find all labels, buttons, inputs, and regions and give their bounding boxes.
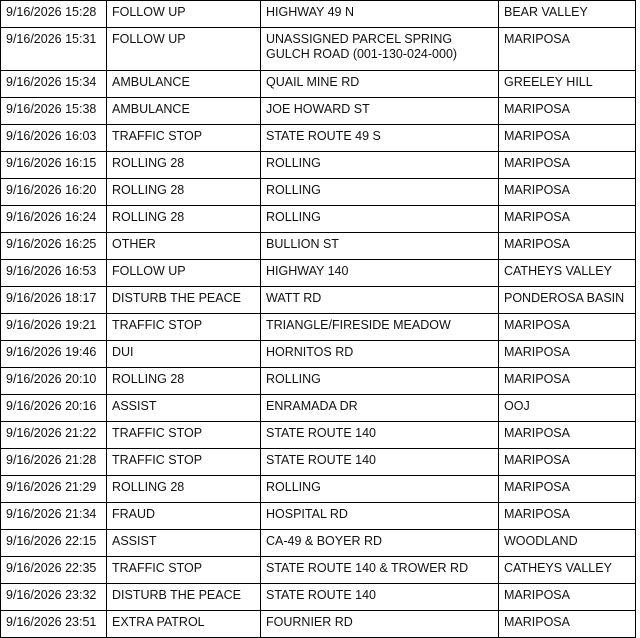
table-row — [1, 233, 636, 260]
area-cell: BEAR VALLEY — [499, 1, 636, 28]
call-type-cell: AMBULANCE — [107, 71, 261, 98]
table-row — [1, 557, 636, 584]
datetime-cell: 9/16/2026 19:46 — [1, 341, 107, 368]
table-row — [1, 206, 636, 233]
call-type-cell: FOLLOW UP — [107, 28, 261, 71]
datetime-cell: 9/16/2026 21:22 — [1, 422, 107, 449]
table-row — [1, 530, 636, 557]
datetime-cell: 9/16/2026 20:16 — [1, 395, 107, 422]
datetime-cell: 9/16/2026 16:24 — [1, 206, 107, 233]
datetime-cell: 9/16/2026 21:29 — [1, 476, 107, 503]
table-row — [1, 179, 636, 206]
location-cell: QUAIL MINE RD — [261, 71, 499, 98]
location-cell: STATE ROUTE 140 — [261, 584, 499, 611]
location-cell: ROLLING — [261, 206, 499, 233]
call-type-cell: ASSIST — [107, 395, 261, 422]
datetime-cell: 9/16/2026 21:28 — [1, 449, 107, 476]
call-type-cell: ASSIST — [107, 530, 261, 557]
location-cell: STATE ROUTE 140 & TROWER RD — [261, 557, 499, 584]
call-type-cell: OTHER — [107, 233, 261, 260]
datetime-cell: 9/16/2026 16:53 — [1, 260, 107, 287]
location-cell: ROLLING — [261, 152, 499, 179]
datetime-cell: 9/16/2026 22:35 — [1, 557, 107, 584]
call-type-cell: ROLLING 28 — [107, 476, 261, 503]
call-log-body — [1, 1, 636, 638]
location-cell: TRIANGLE/FIRESIDE MEADOW — [261, 314, 499, 341]
area-cell: MARIPOSA — [499, 449, 636, 476]
call-type-cell: EXTRA PATROL — [107, 611, 261, 638]
call-type-cell: DISTURB THE PEACE — [107, 287, 261, 314]
table-row — [1, 476, 636, 503]
call-type-cell: TRAFFIC STOP — [107, 449, 261, 476]
datetime-cell: 9/16/2026 16:15 — [1, 152, 107, 179]
call-type-cell: ROLLING 28 — [107, 179, 261, 206]
call-type-cell: TRAFFIC STOP — [107, 422, 261, 449]
location-cell: FOURNIER RD — [261, 611, 499, 638]
area-cell: CATHEYS VALLEY — [499, 260, 636, 287]
call-type-cell: FOLLOW UP — [107, 260, 261, 287]
call-type-cell: AMBULANCE — [107, 98, 261, 125]
call-type-cell: ROLLING 28 — [107, 152, 261, 179]
table-row — [1, 395, 636, 422]
table-row — [1, 287, 636, 314]
table-row — [1, 584, 636, 611]
table-row — [1, 422, 636, 449]
datetime-cell: 9/16/2026 15:38 — [1, 98, 107, 125]
table-row — [1, 1, 636, 28]
area-cell: MARIPOSA — [499, 179, 636, 206]
area-cell: MARIPOSA — [499, 584, 636, 611]
location-cell: STATE ROUTE 49 S — [261, 125, 499, 152]
datetime-cell: 9/16/2026 22:15 — [1, 530, 107, 557]
table-row — [1, 71, 636, 98]
call-type-cell: FOLLOW UP — [107, 1, 261, 28]
location-cell: HOSPITAL RD — [261, 503, 499, 530]
area-cell: MARIPOSA — [499, 98, 636, 125]
datetime-cell: 9/16/2026 16:03 — [1, 125, 107, 152]
area-cell: WOODLAND — [499, 530, 636, 557]
table-row — [1, 314, 636, 341]
location-cell: JOE HOWARD ST — [261, 98, 499, 125]
area-cell: MARIPOSA — [499, 125, 636, 152]
area-cell: MARIPOSA — [499, 206, 636, 233]
call-type-cell: DUI — [107, 341, 261, 368]
location-cell: ROLLING — [261, 179, 499, 206]
location-cell: ROLLING — [261, 368, 499, 395]
location-cell: HIGHWAY 49 N — [261, 1, 499, 28]
call-type-cell: ROLLING 28 — [107, 206, 261, 233]
datetime-cell: 9/16/2026 23:51 — [1, 611, 107, 638]
table-row — [1, 28, 636, 71]
table-row — [1, 125, 636, 152]
call-type-cell: TRAFFIC STOP — [107, 125, 261, 152]
table-row — [1, 260, 636, 287]
table-row — [1, 611, 636, 638]
area-cell: CATHEYS VALLEY — [499, 557, 636, 584]
area-cell: MARIPOSA — [499, 314, 636, 341]
location-cell: STATE ROUTE 140 — [261, 449, 499, 476]
area-cell: MARIPOSA — [499, 233, 636, 260]
call-type-cell: DISTURB THE PEACE — [107, 584, 261, 611]
area-cell: MARIPOSA — [499, 28, 636, 71]
area-cell: OOJ — [499, 395, 636, 422]
location-cell: ENRAMADA DR — [261, 395, 499, 422]
table-row — [1, 98, 636, 125]
location-cell: HIGHWAY 140 — [261, 260, 499, 287]
area-cell: MARIPOSA — [499, 422, 636, 449]
location-cell: STATE ROUTE 140 — [261, 422, 499, 449]
location-cell: UNASSIGNED PARCEL SPRING GULCH ROAD (001-130-024-000) — [261, 28, 499, 71]
location-cell: BULLION ST — [261, 233, 499, 260]
area-cell: MARIPOSA — [499, 341, 636, 368]
call-type-cell: TRAFFIC STOP — [107, 314, 261, 341]
call-type-cell: FRAUD — [107, 503, 261, 530]
table-row — [1, 341, 636, 368]
table-row — [1, 449, 636, 476]
table-row — [1, 152, 636, 179]
location-cell: ROLLING — [261, 476, 499, 503]
datetime-cell: 9/16/2026 16:25 — [1, 233, 107, 260]
datetime-cell: 9/16/2026 15:34 — [1, 71, 107, 98]
location-cell: WATT RD — [261, 287, 499, 314]
area-cell: MARIPOSA — [499, 152, 636, 179]
area-cell: PONDEROSA BASIN — [499, 287, 636, 314]
datetime-cell: 9/16/2026 15:31 — [1, 28, 107, 71]
datetime-cell: 9/16/2026 18:17 — [1, 287, 107, 314]
area-cell: MARIPOSA — [499, 611, 636, 638]
area-cell: MARIPOSA — [499, 503, 636, 530]
datetime-cell: 9/16/2026 19:21 — [1, 314, 107, 341]
area-cell: MARIPOSA — [499, 368, 636, 395]
table-row — [1, 503, 636, 530]
location-cell: CA-49 & BOYER RD — [261, 530, 499, 557]
call-type-cell: TRAFFIC STOP — [107, 557, 261, 584]
location-cell: HORNITOS RD — [261, 341, 499, 368]
area-cell: GREELEY HILL — [499, 71, 636, 98]
table-row — [1, 368, 636, 395]
datetime-cell: 9/16/2026 16:20 — [1, 179, 107, 206]
datetime-cell: 9/16/2026 15:28 — [1, 1, 107, 28]
datetime-cell: 9/16/2026 23:32 — [1, 584, 107, 611]
call-type-cell: ROLLING 28 — [107, 368, 261, 395]
datetime-cell: 9/16/2026 20:10 — [1, 368, 107, 395]
datetime-cell: 9/16/2026 21:34 — [1, 503, 107, 530]
area-cell: MARIPOSA — [499, 476, 636, 503]
